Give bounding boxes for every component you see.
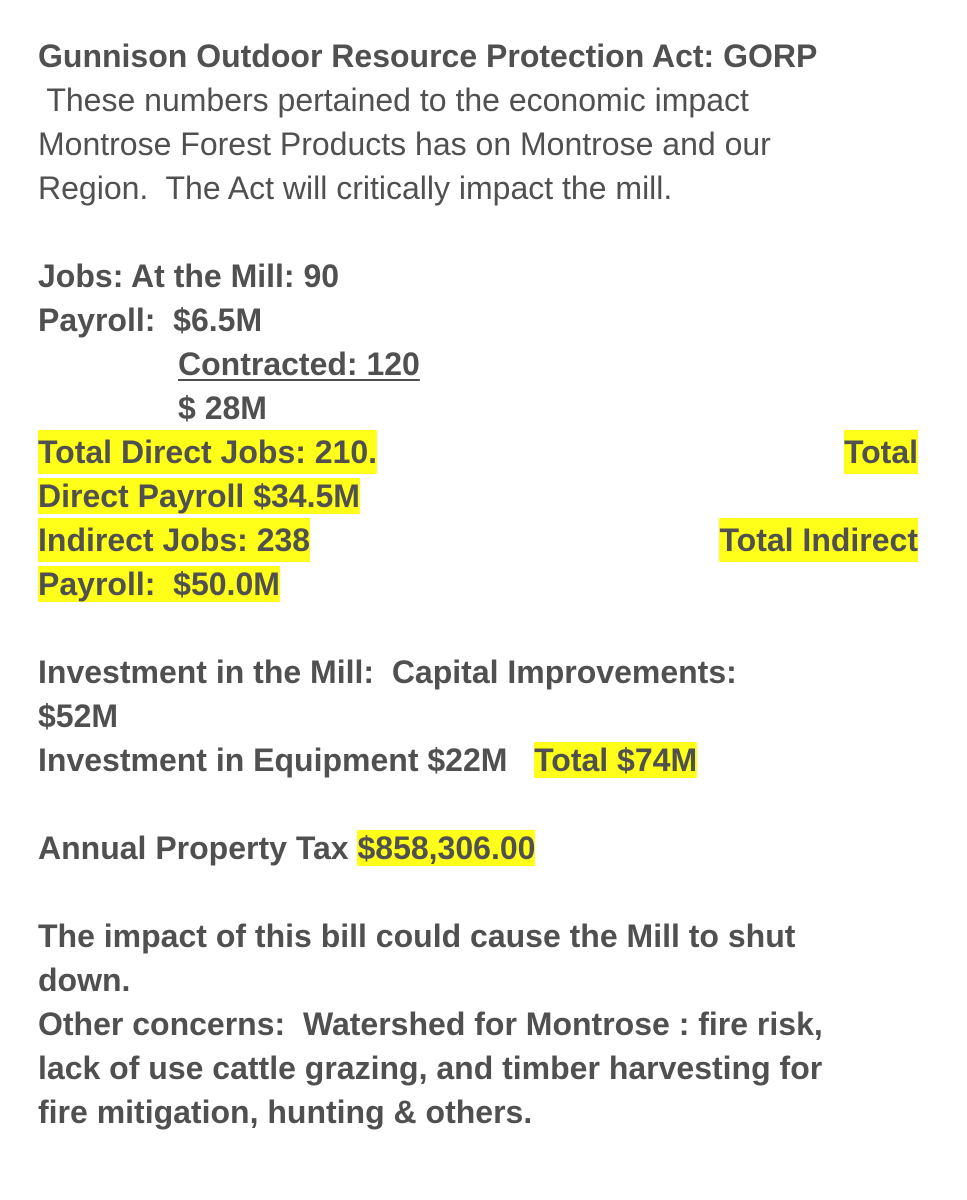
spacer xyxy=(38,782,918,826)
indirect-payroll-line xyxy=(38,562,918,606)
property-tax-value: $858,306.00 xyxy=(357,830,536,866)
total-indirect-label: Total Indirect xyxy=(719,518,918,562)
mill-jobs: Jobs: At the Mill: 90 xyxy=(38,258,340,294)
document-title: Gunnison Outdoor Resource Protection Act: GORP xyxy=(38,38,818,74)
spacer xyxy=(38,870,918,914)
intro-line-1: These numbers pertained to the economic impact xyxy=(38,82,749,118)
investment-equipment: Investment in Equipment $22M xyxy=(38,742,535,778)
total-indirect-payroll: Payroll: $50.0M xyxy=(38,566,280,602)
investment-total: Total $74M xyxy=(534,742,698,778)
intro-line-3: Region. The Act will critically impact the mill. xyxy=(38,170,673,206)
total-direct-payroll-label: Total xyxy=(844,430,918,474)
contracted-jobs: Contracted: 120 xyxy=(178,346,420,382)
impact-line-2: down. xyxy=(38,962,131,998)
direct-payroll-line xyxy=(38,474,918,518)
impact-line-4: lack of use cattle grazing, and timber harvesting for xyxy=(38,1050,823,1086)
spacer xyxy=(38,606,918,650)
total-direct-payroll: Direct Payroll $34.5M xyxy=(38,478,360,514)
mill-payroll: Payroll: $6.5M xyxy=(38,302,263,338)
direct-jobs-row xyxy=(38,430,918,474)
impact-line-1: The impact of this bill could cause the Mill to shut xyxy=(38,918,796,954)
impact-line-3: Other concerns: Watershed for Montrose : fire risk, xyxy=(38,1006,823,1042)
investment-capital: Investment in the Mill: Capital Improvements: xyxy=(38,654,737,690)
impact-line-5: fire mitigation, hunting & others. xyxy=(38,1094,533,1130)
investment-capital-value: $52M xyxy=(38,698,119,734)
intro-line-2: Montrose Forest Products has on Montrose and our xyxy=(38,126,771,162)
property-tax-label: Annual Property Tax xyxy=(38,830,358,866)
indirect-jobs-row xyxy=(38,518,918,562)
investment-equipment-line xyxy=(38,738,918,782)
total-direct-jobs: Total Direct Jobs: 210. xyxy=(38,430,377,474)
document xyxy=(38,34,918,1134)
spacer xyxy=(38,210,918,254)
indirect-jobs: Indirect Jobs: 238 xyxy=(38,518,310,562)
property-tax-line xyxy=(38,826,918,870)
contracted-jobs-line xyxy=(38,342,918,386)
contracted-payroll: $ 28M xyxy=(178,390,267,426)
